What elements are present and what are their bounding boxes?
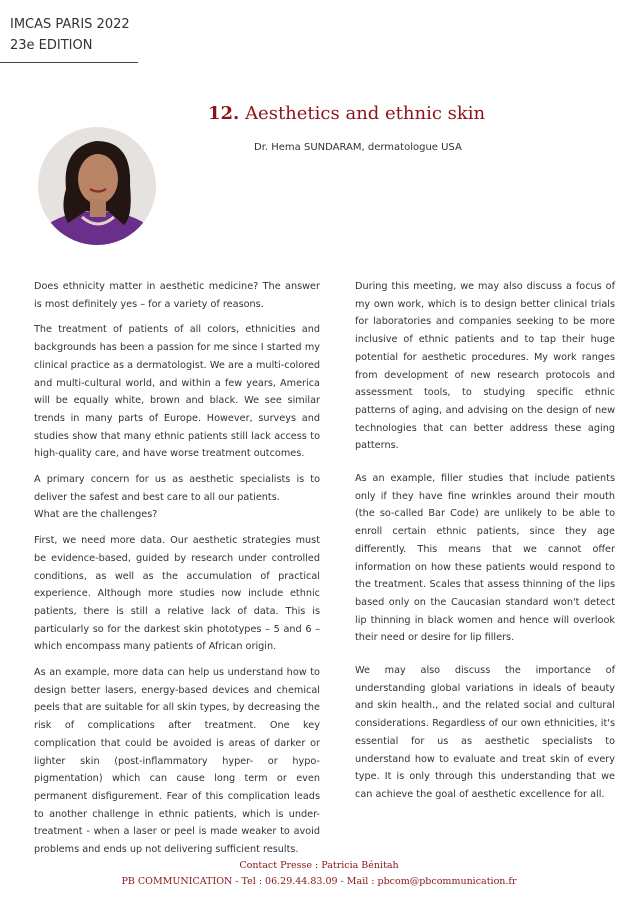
portrait-image [38, 127, 156, 245]
paragraph: As an example, filler studies that include patients only if they have fine wrinkles around their mouth (the so-called Bar Code) are unlikely to be able to enroll certain ethnic patients, since they age differently. This means that we cannot offer information on how these patients would respond to the treatment. Scales that assess thinning of the lips based only on the Caucasian standard won't detect lip thinning in black women and hence will overlook their need or desire for lip fillers. [355, 473, 615, 644]
paragraph: We may also discuss the importance of understanding global variations in ideals of beauty and skin health., and the related social and cultural considerations. Regardless of our own ethnicities, it's essential for us as aesthetic specialists to understand how to evaluate and treat skin of every type. It is only through this understanding that we can achieve the goal of aesthetic excellence for all. [355, 665, 615, 800]
paragraph: Does ethnicity matter in aesthetic medicine? The answer is most definitely yes – for a variety of reasons. [34, 281, 320, 310]
footer-contact: Contact Presse : Patricia Bénitah [239, 860, 399, 871]
left-column [34, 278, 320, 867]
paragraph: The treatment of patients of all colors, ethnicities and backgrounds has been a passion for me since I started my clinical practice as a dermatologist. We are a multi-colored and multi-cultural world, and within a few years, America will be equally white, brown and black. We see similar trends in many parts of Europe. However, surveys and studies show that many ethnic patients still lack access to high-quality care, and have worse treatment outcomes. [34, 324, 320, 460]
article-title-text: Aesthetics and ethnic skin [245, 103, 486, 124]
paragraph: What are the challenges? [34, 509, 158, 521]
event-edition: 23e EDITION [10, 38, 93, 53]
paragraph: During this meeting, we may also discuss a focus of my own work, which is to design better clinical trials for laboratories and companies seeking to be more inclusive of ethnic patients and to tap their huge potential for aesthetic procedures. My work ranges from development of new research protocols and assessment tools, to studying specific ethnic patterns of aging, and advising on the design of new technologies that can better address these aging patterns. [355, 281, 615, 452]
article-title [208, 103, 485, 124]
article-number: 12. [208, 103, 240, 124]
paragraph: As an example, more data can help us understand how to design better lasers, energy-based devices and chemical peels that are suitable for all skin types, by decreasing the risk of complications after treatment. One key complication that could be avoided is areas of darker or lighter skin (post-inflammatory hyper- or hypo-pigmentation) which can cause long term or even permanent disfigurement. Fear of this complication leads to another challenge in ethnic patients, which is under-treatment - when a laser or peel is made weaker to avoid problems and ends up not delivering sufficient results. [34, 667, 320, 856]
article-author: Dr. Hema SUNDARAM, dermatologue USA [254, 142, 462, 153]
paragraph: First, we need more data. Our aesthetic strategies must be evidence-based, guided by research under controlled conditions, as well as the accumulation of practical experience. Although more studies now include ethnic patients, there is still a relative lack of data. This is particularly so for the darkest skin phototypes – 5 and 6 – which encompass many patients of African origin. [34, 535, 320, 653]
footer-details: PB COMMUNICATION - Tel : 06.29.44.83.09 - Mail : pbcom@pbcommunication.fr [121, 876, 517, 887]
header-divider [0, 62, 138, 63]
paragraph: A primary concern for us as aesthetic specialists is to deliver the safest and best care to all our patients. [34, 474, 320, 503]
event-header [10, 14, 130, 56]
right-column [355, 278, 615, 819]
author-portrait [38, 127, 156, 245]
event-title: IMCAS PARIS 2022 [10, 17, 130, 32]
